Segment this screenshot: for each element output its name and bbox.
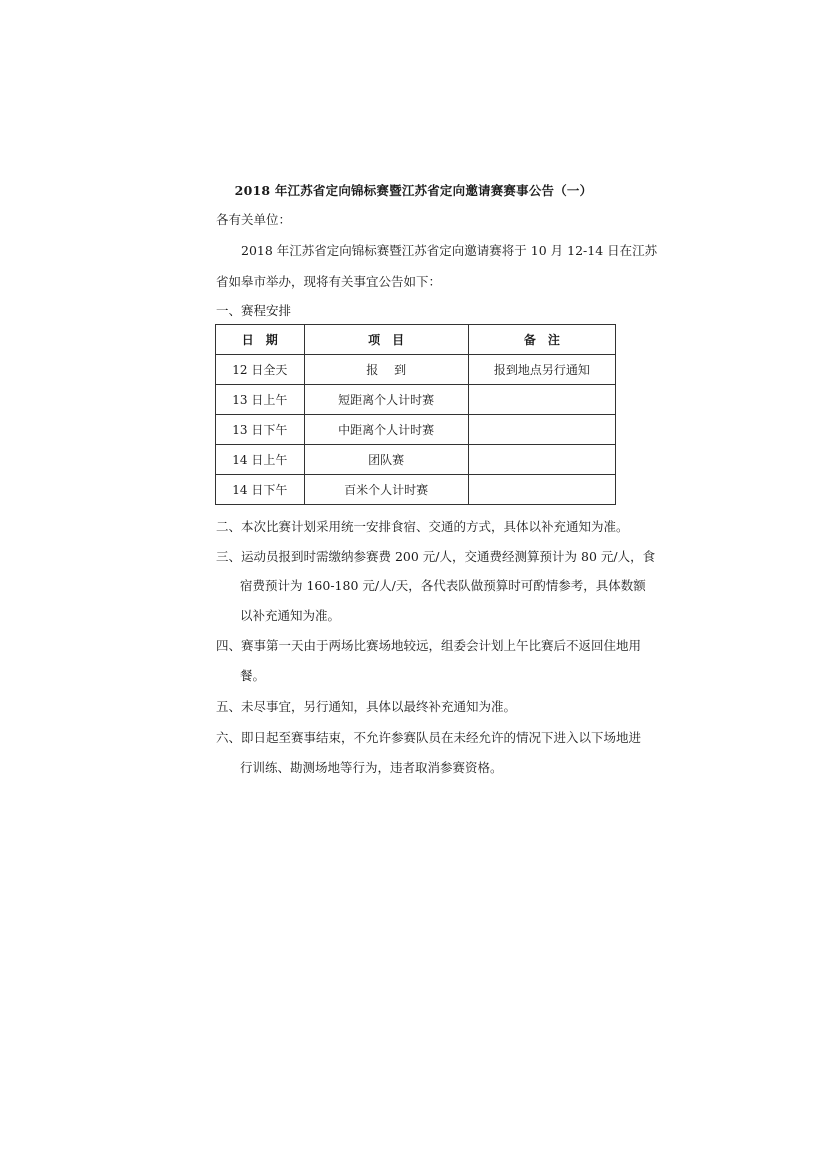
document-title: 2018 年江苏省定向锦标赛暨江苏省定向邀请赛赛事公告（一） [234, 183, 593, 198]
header-notes: 备 注 [468, 325, 615, 355]
table-header-row [216, 325, 616, 355]
cell-notes [468, 415, 615, 445]
item-5: 五、未尽事宜，另行通知，具体以最终补充通知为准。 [216, 699, 517, 714]
cell-date: 14 日下午 [216, 475, 305, 505]
table-row [216, 475, 616, 505]
intro-line-1: 2018 年江苏省定向锦标赛暨江苏省定向邀请赛将于 10 月 12-14 日在江苏 [241, 243, 658, 258]
intro-line-2: 省如皋市举办，现将有关事宜公告如下： [216, 274, 442, 289]
header-event: 项 目 [304, 325, 468, 355]
schedule-table [215, 324, 616, 505]
cell-event: 报 到 [304, 355, 468, 385]
cell-date: 12 日全天 [216, 355, 305, 385]
item-3-line-1: 三、运动员报到时需缴纳参赛费 200 元/人，交通费经测算预计为 80 元/人，食 [216, 549, 656, 564]
table-row [216, 355, 616, 385]
item-6-line-2: 行训练、勘测场地等行为，违者取消参赛资格。 [240, 760, 503, 775]
cell-event: 百米个人计时赛 [304, 475, 468, 505]
item-6-line-1: 六、即日起至赛事结束，不允许参赛队员在未经允许的情况下进入以下场地进 [216, 730, 642, 745]
section-1-heading: 一、赛程安排 [216, 303, 292, 318]
cell-date: 13 日下午 [216, 415, 305, 445]
item-3-line-2: 宿费预计为 160-180 元/人/天，各代表队做预算时可酌情参考，具体数额 [240, 578, 646, 593]
table-row [216, 385, 616, 415]
item-4-line-2: 餐。 [240, 668, 266, 683]
item-2: 二、本次比赛计划采用统一安排食宿、交通的方式，具体以补充通知为准。 [216, 519, 629, 534]
cell-date: 14 日上午 [216, 445, 305, 475]
item-4-line-1: 四、赛事第一天由于两场比赛场地较远，组委会计划上午比赛后不返回住地用 [216, 638, 642, 653]
table-row [216, 415, 616, 445]
cell-notes [468, 445, 615, 475]
cell-notes [468, 385, 615, 415]
table-row [216, 445, 616, 475]
cell-event: 中距离个人计时赛 [304, 415, 468, 445]
salutation: 各有关单位： [216, 212, 292, 227]
cell-event: 短距离个人计时赛 [304, 385, 468, 415]
cell-notes [468, 475, 615, 505]
item-3-line-3: 以补充通知为准。 [240, 608, 341, 623]
cell-event: 团队赛 [304, 445, 468, 475]
header-date: 日 期 [216, 325, 305, 355]
cell-date: 13 日上午 [216, 385, 305, 415]
cell-notes: 报到地点另行通知 [468, 355, 615, 385]
